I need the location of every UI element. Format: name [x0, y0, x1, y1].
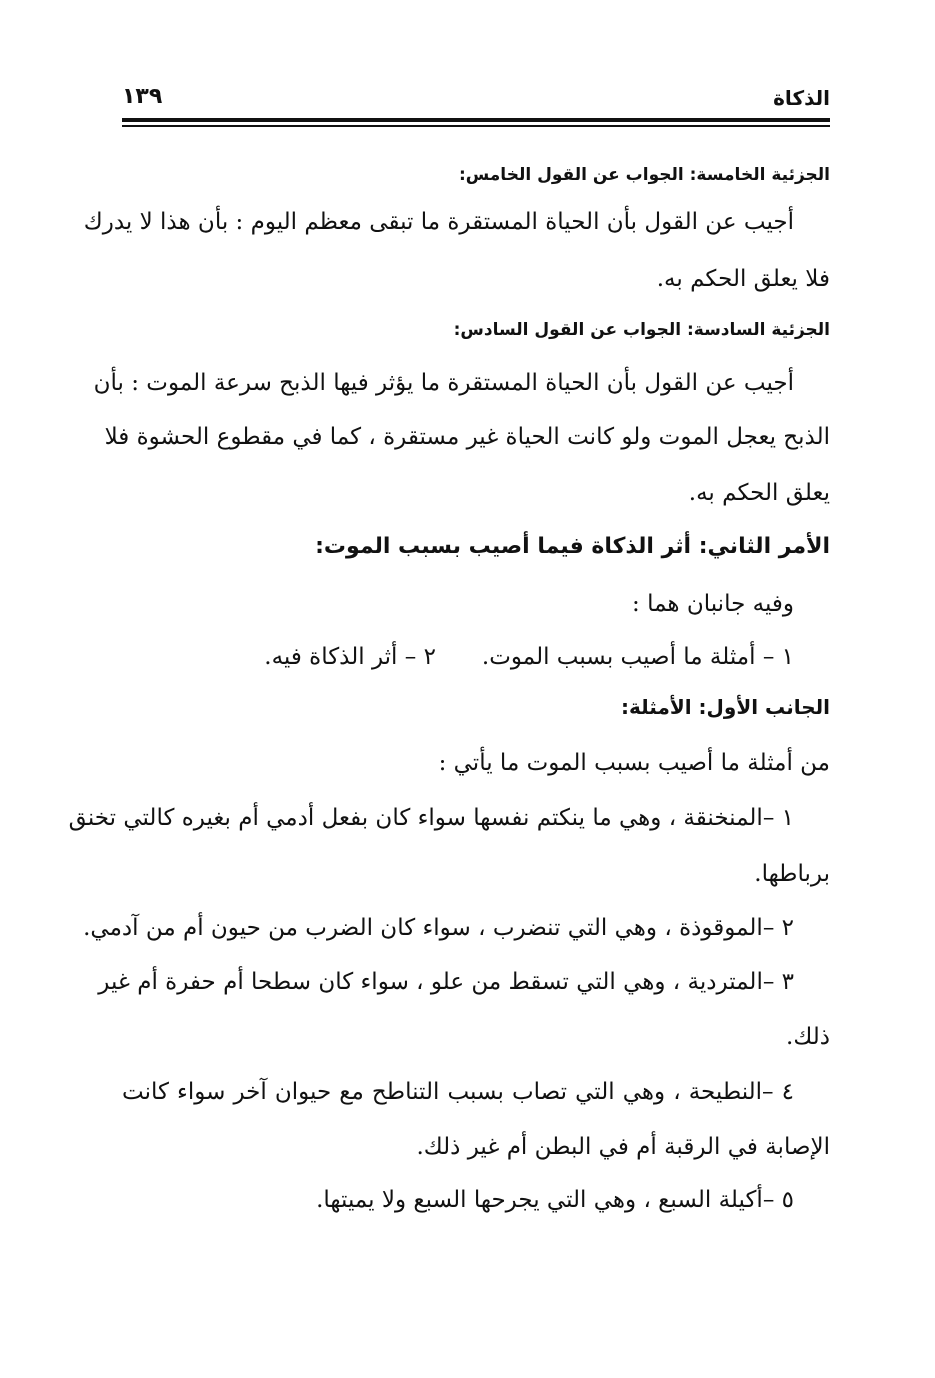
aspects-list — [122, 640, 830, 674]
part5-line-2: فلا يعلق الحكم به. — [656, 266, 830, 292]
example-5-line-1: ٥ –أكيلة السبع ، وهي التي يجرحها السبع ولا يميتها. — [316, 1187, 794, 1213]
example-2-line-1: ٢ –الموقوذة ، وهي التي تنضرب ، سواء كان الضرب من حيون أم من آدمي. — [83, 915, 794, 941]
example-3-line-1: ٣ –المتردية ، وهي التي تسقط من علو ، سواء كان سطحا أم حفرة أم غير — [98, 969, 794, 995]
part6-line-2: الذبح يعجل الموت ولو كانت الحياة غير مستقرة ، كما في مقطوع الحشوة فلا — [104, 424, 830, 450]
part6-line-3: يعلق الحكم به. — [688, 480, 830, 506]
second-matter-heading: الأمر الثاني: أثر الذكاة فيما أصيب بسبب الموت: — [315, 534, 830, 559]
examples-intro: من أمثلة ما أصيب بسبب الموت ما يأتي : — [438, 750, 830, 776]
page-header — [122, 82, 830, 118]
two-aspects-intro: وفيه جانبان هما : — [632, 591, 794, 617]
example-1-line-1: ١ –المنخنقة ، وهي ما ينكتم نفسها سواء كان بفعل أدمي أم بغيره كالتي تخنق — [68, 805, 794, 831]
part6-line-1: أجيب عن القول بأن الحياة المستقرة ما يؤثر فيها الذبح سرعة الموت : بأن — [93, 370, 794, 396]
part5-line-1: أجيب عن القول بأن الحياة المستقرة ما تبقى معظم اليوم : بأن هذا لا يدرك — [83, 209, 794, 235]
page-number: ١٣٩ — [122, 84, 163, 109]
running-title: الذكاة — [773, 86, 830, 110]
header-rule-thin — [122, 125, 830, 127]
part6-heading: الجزئية السادسة: الجواب عن القول السادس: — [453, 320, 830, 340]
first-aspect-heading: الجانب الأول: الأمثلة: — [620, 695, 830, 719]
part5-heading: الجزئية الخامسة: الجواب عن القول الخامس: — [458, 165, 830, 185]
example-1-line-2: برباطها. — [754, 861, 830, 887]
example-4-line-2: الإصابة في الرقبة أم في البطن أم غير ذلك. — [416, 1134, 830, 1160]
aspect-2: ٢ – أثر الذكاة فيه. — [264, 644, 436, 670]
example-3-line-2: ذلك. — [786, 1024, 830, 1050]
example-4-line-1: ٤ –النطيحة ، وهي التي تصاب بسبب التناطح مع حيوان آخر سواء كانت — [122, 1079, 794, 1105]
header-rule-thick — [122, 118, 830, 122]
aspect-1: ١ – أمثلة ما أصيب بسبب الموت. — [481, 644, 794, 670]
